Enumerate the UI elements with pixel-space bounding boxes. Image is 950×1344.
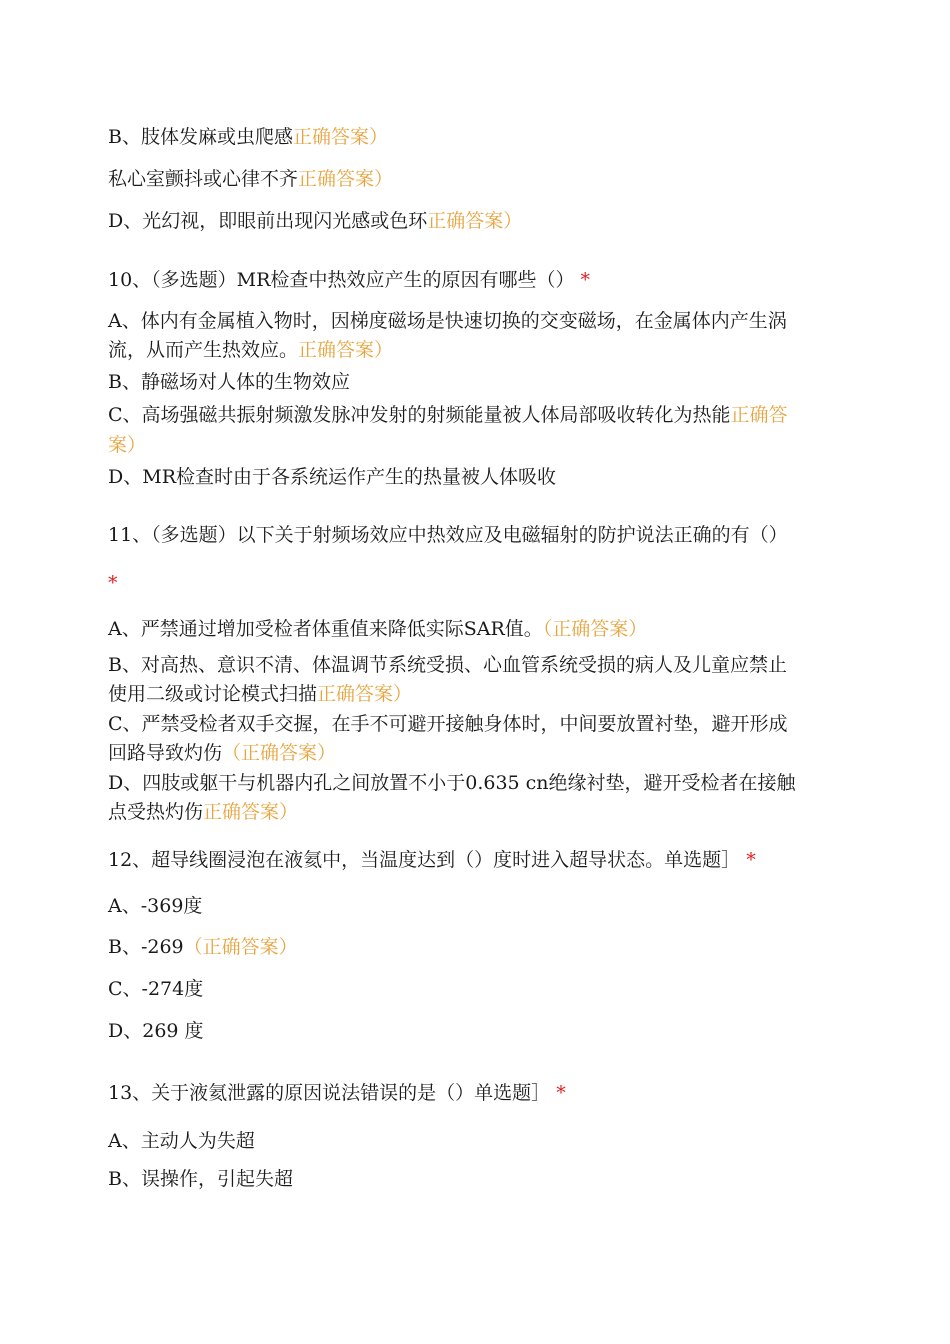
correct-answer-tag: （正确答案） <box>222 742 337 764</box>
option-text: D、四肢或躯干与机器内孔之间放置不小于0.635 cn绝缘衬垫，避开受检者在接触 <box>108 772 796 794</box>
q11-option-a <box>108 614 836 644</box>
option-text: 使用二级或讨论模式扫描 <box>108 683 318 705</box>
correct-answer-tag: 正确答 <box>730 404 788 426</box>
option-text: B、-269 <box>108 936 184 958</box>
option-text: B、误操作，引起失超 <box>108 1168 293 1190</box>
q12-option-d <box>108 1016 836 1046</box>
q11-option-b-line2 <box>108 679 836 709</box>
option-text: A、主动人为失超 <box>108 1130 255 1152</box>
required-asterisk: * <box>556 1082 566 1104</box>
required-asterisk: * <box>746 849 756 871</box>
option-text: A、体内有金属植入物时，因梯度磁场是快速切换的交变磁场，在金属体内产生涡 <box>108 310 787 332</box>
q11-title <box>108 520 836 550</box>
q9-option-c <box>108 164 836 194</box>
question-text: 11、（多选题）以下关于射频场效应中热效应及电磁辐射的防护说法正确的有（） <box>108 524 788 546</box>
option-text: 点受热灼伤 <box>108 801 204 823</box>
q11-option-d-line1 <box>108 768 836 798</box>
option-text: B、肢体发麻或虫爬感 <box>108 126 293 148</box>
q11-option-c-line1 <box>108 709 836 739</box>
q10-option-a-line2 <box>108 335 836 365</box>
option-text: B、对高热、意识不清、体温调节系统受损、心血管系统受损的病人及儿童应禁止 <box>108 654 787 676</box>
q10-option-c-line2 <box>108 430 836 460</box>
question-text: 12、超导线圈浸泡在液氦中，当温度达到（）度时进入超导状态。单选题］ <box>108 849 741 871</box>
q10-option-b <box>108 367 836 397</box>
q11-required <box>108 568 836 598</box>
option-text: A、-369度 <box>108 895 203 917</box>
q10-option-d <box>108 462 836 492</box>
q12-title <box>108 845 836 875</box>
correct-answer-tag: 正确答案） <box>292 126 388 148</box>
q13-option-a <box>108 1126 836 1156</box>
q11-option-c-line2 <box>108 738 836 768</box>
option-text: 私心室颤抖或心律不齐 <box>108 168 299 190</box>
option-text: D、MR检查时由于各系统运作产生的热量被人体吸收 <box>108 466 556 488</box>
q13-option-b <box>108 1164 836 1194</box>
option-text: B、静磁场对人体的生物效应 <box>108 371 350 393</box>
option-text: C、-274度 <box>108 978 204 1000</box>
correct-answer-tag: 正确答案） <box>298 168 394 190</box>
q12-option-a <box>108 891 836 921</box>
q9-option-b <box>108 122 836 152</box>
option-text: D、光幻视，即眼前出现闪光感或色环 <box>108 210 428 232</box>
q11-option-d-line2 <box>108 797 836 827</box>
q12-option-c <box>108 974 836 1004</box>
required-asterisk: * <box>580 269 590 291</box>
option-text: A、严禁通过增加受检者体重值来降低实际SAR值。 <box>108 618 543 640</box>
q13-title <box>108 1078 836 1108</box>
option-text: C、高场强磁共振射频激发脉冲发射的射频能量被人体局部吸收转化为热能 <box>108 404 731 426</box>
correct-answer-tag: 案） <box>108 434 147 456</box>
question-text: 13、关于液氦泄露的原因说法错误的是（）单选题］ <box>108 1082 551 1104</box>
correct-answer-tag: （正确答案） <box>542 618 648 640</box>
q10-option-a-line1 <box>108 306 836 336</box>
correct-answer-tag: 正确答案） <box>317 683 413 705</box>
correct-answer-tag: （正确答案） <box>183 936 298 958</box>
option-text: C、严禁受检者双手交握，在手不可避开接触身体时，中间要放置衬垫，避开形成 <box>108 713 788 735</box>
q10-option-c-line1 <box>108 400 836 430</box>
q11-option-b-line1 <box>108 650 836 680</box>
correct-answer-tag: 正确答案） <box>203 801 299 823</box>
q12-option-b <box>108 932 836 962</box>
required-asterisk: * <box>108 572 118 594</box>
q10-title <box>108 265 836 295</box>
correct-answer-tag: 正确答案） <box>427 210 523 232</box>
correct-answer-tag: 正确答案） <box>298 339 394 361</box>
option-text: 流，从而产生热效应。 <box>108 339 299 361</box>
question-text: 10、（多选题）MR检查中热效应产生的原因有哪些（） <box>108 269 575 291</box>
option-text: D、269 度 <box>108 1020 204 1042</box>
q9-option-d <box>108 206 836 236</box>
option-text: 回路导致灼伤 <box>108 742 223 764</box>
